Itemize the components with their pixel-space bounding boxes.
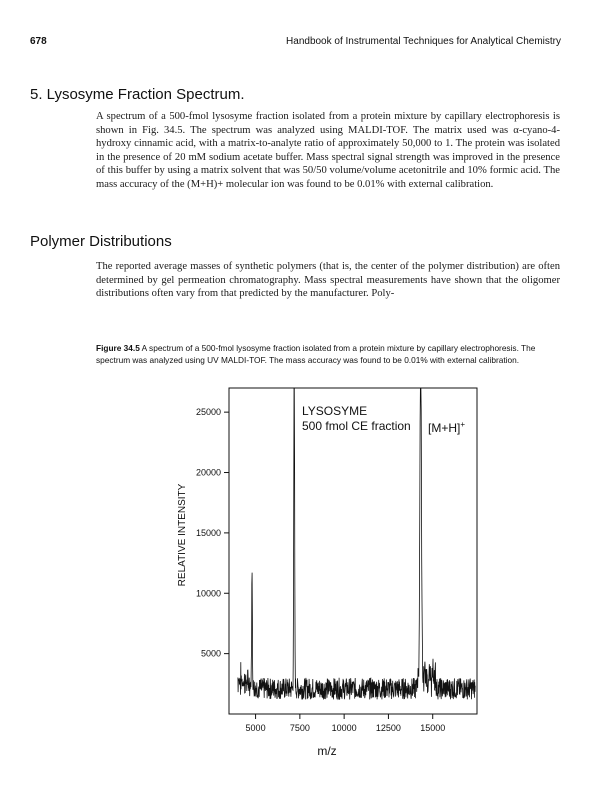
figure-caption	[96, 342, 560, 366]
paragraph-polymer: The reported average masses of synthetic polymers (that is, the center of the polymer distribution) are often determined by gel permeation chromatography. Mass spectral measurements have shown that the oligomer distributions often vary from that predicted by the manufacturer. Poly-	[96, 261, 560, 300]
y-tick-label-3: 20000	[195, 467, 221, 478]
peak-label-mh	[428, 420, 465, 435]
figure-caption-text: A spectrum of a 500-fmol lysosyme fraction isolated from a protein mixture by capillary electrophoresis. The spectrum was analyzed using UV MALDI-TOF. The mass accuracy was found to be 0.01% with external calibration.	[96, 343, 536, 365]
y-tick-label-0: 5000	[200, 648, 221, 659]
paragraph-lysosyme: A spectrum of a 500-fmol lysosyme fraction isolated from a protein mixture by capillary electrophoresis is shown in Fig. 34.5. The spectrum was analyzed using MALDI-TOF. The matrix used was α-cyano-4-hydroxy cinnamic acid, with a matrix-to-analyte ratio of approximately 50,000 to 1. The protein was isolated in the presence of 20 mM sodium acetate buffer. Mass spectral signal strength was improved in the presence of this buffer by using a matrix solvent that was 50/50 volume/volume acetonitrile and 10% formic acid. The mass accuracy of the (M+H)+ molecular ion was found to be 0.01% with external calibration.	[96, 111, 560, 190]
x-axis-label: m/z	[317, 744, 337, 758]
annotation-fraction: 500 fmol CE fraction	[302, 419, 411, 433]
x-tick-label-3: 12500	[375, 723, 401, 733]
plot-layer	[196, 388, 475, 733]
x-tick-label-2: 10000	[331, 723, 357, 733]
figure-label: Figure 34.5	[96, 343, 140, 353]
peak-label-sup: +	[460, 420, 466, 429]
page-number: 678	[30, 36, 47, 47]
annotation-lysosyme: LYSOSYME	[302, 404, 368, 418]
x-tick-label-1: 7500	[289, 723, 310, 733]
y-tick-label-4: 25000	[195, 407, 221, 418]
peak-label-main: [M+H]	[428, 421, 461, 435]
y-tick-label-2: 15000	[195, 527, 221, 538]
x-tick-label-0: 5000	[245, 723, 266, 733]
plot-frame	[229, 388, 477, 714]
spectrum-chart	[0, 380, 601, 780]
x-tick-label-4: 15000	[420, 723, 446, 733]
y-tick-label-1: 10000	[195, 588, 221, 599]
y-axis-label: RELATIVE INTENSITY	[177, 483, 188, 587]
section-title-lysosyme: 5. Lysosyme Fraction Spectrum.	[30, 86, 245, 103]
running-title: Handbook of Instrumental Techniques for Analytical Chemistry	[286, 36, 561, 47]
section-title-polymer: Polymer Distributions	[30, 233, 172, 250]
